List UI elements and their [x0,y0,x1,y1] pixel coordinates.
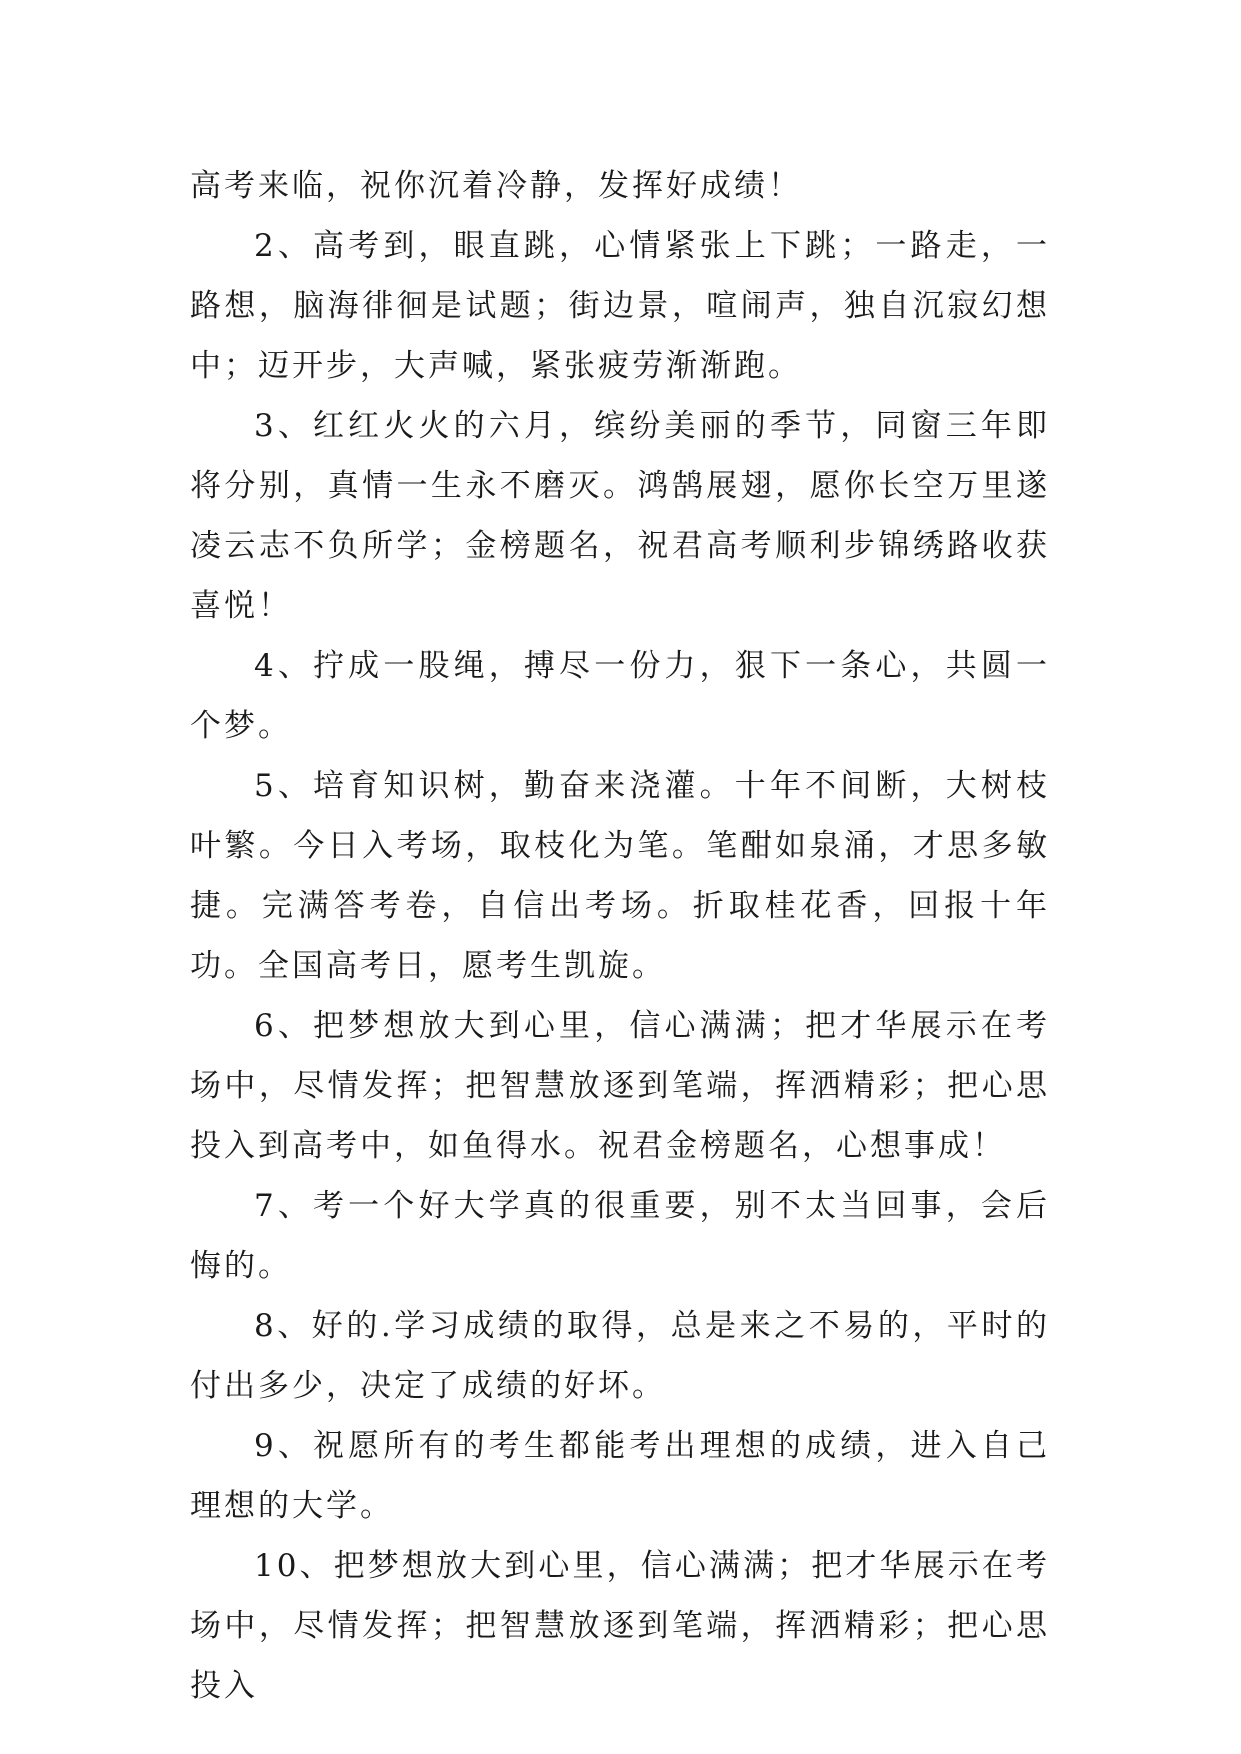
paragraph-item-5: 5、培育知识树，勤奋来浇灌。十年不间断，大树枝叶繁。今日入考场，取枝化为笔。笔酣如泉涌，才思多敏捷。完满答考卷，自信出考场。折取桂花香，回报十年功。全国高考日，愿考生凯旋。 [190,768,1050,984]
paragraph-item-6: 6、把梦想放大到心里，信心满满；把才华展示在考场中，尽情发挥；把智慧放逐到笔端，挥洒精彩；把心思投入到高考中，如鱼得水。祝君金榜题名，心想事成！ [190,1008,1050,1164]
paragraph-item-4: 4、拧成一股绳，搏尽一份力，狠下一条心，共圆一个梦。 [190,648,1050,744]
paragraph-item-2: 2、高考到，眼直跳，心情紧张上下跳；一路走，一路想，脑海徘徊是试题；街边景，喧闹声，独自沉寂幻想中；迈开步，大声喊，紧张疲劳渐渐跑。 [190,228,1050,384]
paragraph-item-7: 7、考一个好大学真的很重要，别不太当回事，会后悔的。 [190,1188,1050,1284]
paragraph-item-9: 9、祝愿所有的考生都能考出理想的成绩，进入自己理想的大学。 [190,1428,1050,1524]
paragraph-continuation: 高考来临，祝你沉着冷静，发挥好成绩！ [190,168,802,204]
paragraph-item-3: 3、红红火火的六月，缤纷美丽的季节，同窗三年即将分别，真情一生永不磨灭。鸿鹄展翅，愿你长空万里遂凌云志不负所学；金榜题名，祝君高考顺利步锦绣路收获喜悦！ [190,408,1050,624]
paragraph-item-8: 8、好的.学习成绩的取得，总是来之不易的，平时的付出多少，决定了成绩的好坏。 [190,1308,1050,1404]
document-body [190,156,1050,1716]
paragraph-item-10: 10、把梦想放大到心里，信心满满；把才华展示在考场中，尽情发挥；把智慧放逐到笔端，挥洒精彩；把心思投入 [190,1548,1050,1704]
